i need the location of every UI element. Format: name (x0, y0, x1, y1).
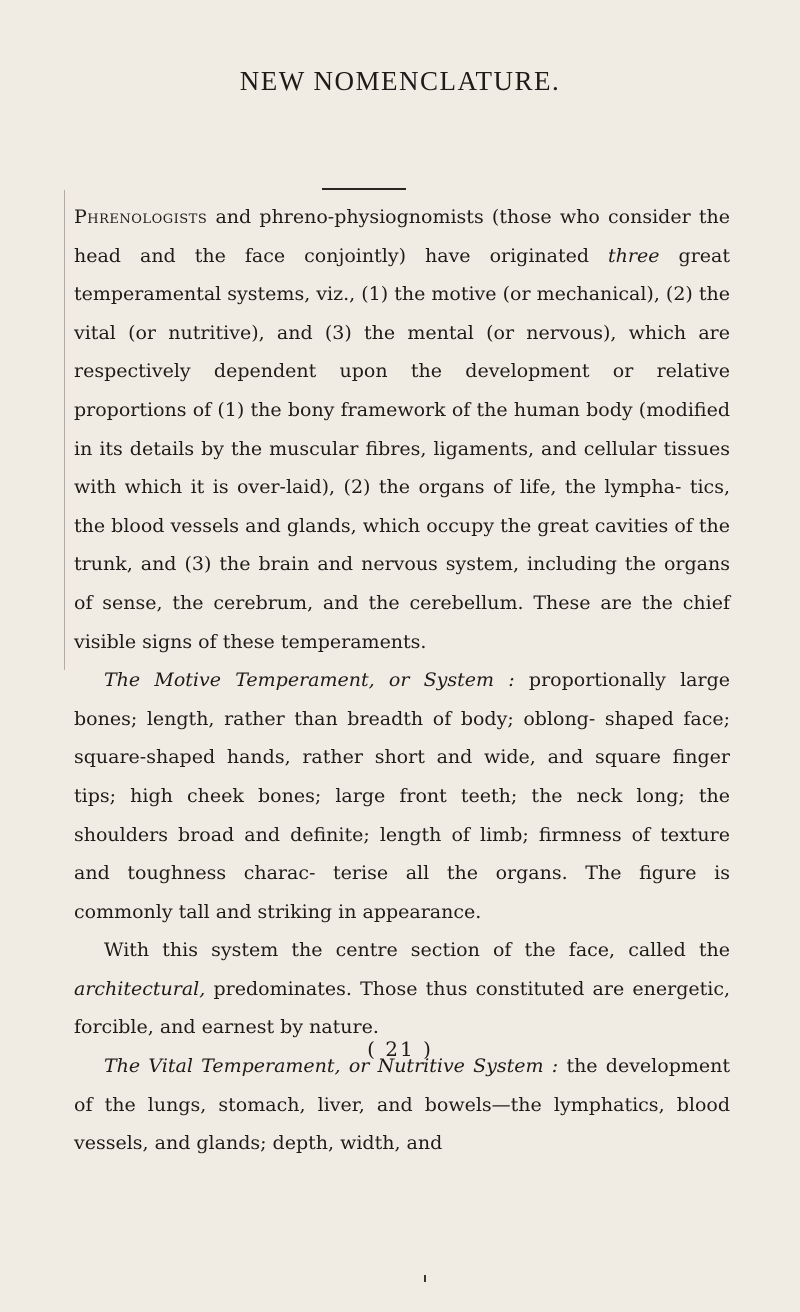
lead-word: Phrenologists (74, 206, 208, 228)
architectural-emphasis: architectural, (74, 977, 206, 1000)
motive-heading: The Motive Temperament, or System : (104, 669, 515, 692)
paper-speck (424, 1275, 426, 1282)
motive-text: proportionally large bones; length, rather than breadth of body; oblong- shaped face; square-shaped hands, rather short and wide, and square finger tips; high cheek bones; large front teeth; the neck long; the shoulders broad and definite; length of limb; firmness of texture and toughness charac- terise all the organs. The figure is commonly tall and striking in appearance. (74, 669, 730, 923)
paragraph-intro (74, 198, 730, 661)
architectural-text-b: predominates. Those thus constituted are energetic, forcible, and earnest by nature. (74, 977, 730, 1039)
paragraph-vital (74, 1047, 730, 1163)
vital-text: the development of the lungs, stomach, liver, and bowels—the lymphatics, blood vessels, and glands; depth, width, and (74, 1055, 730, 1155)
margin-pencil-mark (64, 190, 67, 670)
running-header: NEW NOMENCLATURE. (239, 66, 561, 96)
intro-text-b: great temperamental systems, viz., (1) the motive (or mechanical), (2) the vital (or nutritive), and (3) the mental (or nervous), which are respectively dependent upon the development or relative proportions of (1) the bony framework of the human body (modified in its details by the muscular fibres, ligaments, and cellular tissues with which it is over-laid), (2) the organs of life, the lympha- tics, the blood vessels and glands, which occupy the great cavities of the trunk, and (3) the brain and nervous system, including the organs of sense, the cerebrum, and the cerebellum. These are the chief visible signs of these temperaments. (74, 244, 730, 653)
intro-text-a: and phreno-physiognomists (those who consider the head and the face conjointly) have originated (74, 206, 730, 267)
intro-emphasis: three (608, 244, 660, 267)
architectural-text-a: With this system the centre section of the face, called the (104, 939, 730, 962)
paragraph-motive (74, 661, 730, 931)
body-text (74, 198, 730, 1163)
paragraph-architectural (74, 931, 730, 1047)
page-number: ( 21 ) (367, 1037, 433, 1061)
vital-heading: The Vital Temperament, or Nutritive System : (104, 1055, 559, 1078)
section-rule (322, 188, 406, 190)
